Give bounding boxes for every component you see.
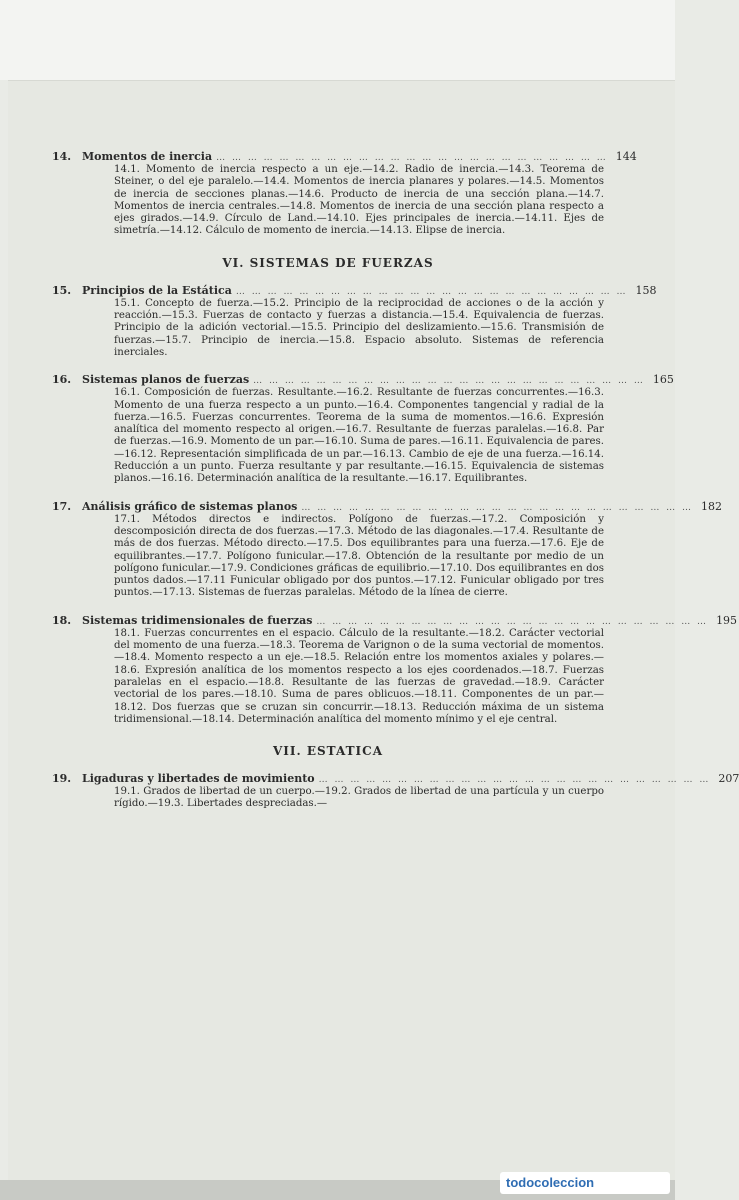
chapter-number: 19.: [52, 772, 72, 786]
chapter-number: 18.: [52, 613, 72, 627]
leader-dots: … … … … … … … … … … … … … … … … … … … … … … … … …: [235, 286, 628, 297]
chapter-heading: [52, 373, 674, 387]
section-heading: VII. ESTATICA: [272, 744, 384, 759]
chapter-subtopics: 19.1. Grados de libertad de un cuerpo.—19.2. Grados de libertad de una partícula y un cuerpo rígido.—19.3. Libertades despreciadas.—: [114, 786, 604, 810]
chapter-number: 16.: [52, 373, 72, 387]
chapter-number: 14.: [52, 150, 72, 163]
watermark-logo: todocoleccion: [500, 1172, 670, 1194]
chapter-page-number: 182: [701, 499, 723, 513]
chapter-title: Sistemas tridimensionales de fuerzas: [82, 613, 313, 627]
chapter-subtopics: 18.1. Fuerzas concurrentes en el espacio. Cálculo de la resultante.—18.2. Carácter vectorial del momento de una fuerza.—18.3. Teorema de Varignon o de la suma vectorial de momentos.—18.4. Momento respecto a un eje.—18.5. Relación entre los momentos axiales y polares.—18.6. Expresión analítica de los momentos respecto a los ejes coordenados.—18.7. Fuerzas paralelas en el espacio.—18.8. Resultante de las fuerzas de gravedad.—18.9. Carácter vectorial de los pares.—18.10. Suma de pares oblicuos.—18.11. Componentes de un par.—18.12. Dos fuerzas que se cruzan sin concurrir.—18.13. Reducción máxima de un sistema tridimensional.—18.14. Determinación analítica del momento mínimo y el eje central.: [114, 627, 604, 725]
chapter-19: [52, 772, 739, 811]
chapter-page-number: 158: [635, 283, 657, 297]
leader-dots: … … … … … … … … … … … … … … … … … … … … … … … … …: [216, 153, 608, 163]
table-of-contents: [52, 150, 739, 825]
chapter-18: [52, 613, 738, 726]
chapter-14: [52, 150, 637, 238]
chapter-heading: [52, 499, 723, 513]
chapter-title: Ligaduras y libertades de movimiento: [82, 772, 315, 786]
leader-dots: … … … … … … … … … … … … … … … … … … … … … … … … …: [318, 775, 711, 786]
chapter-heading: [52, 772, 739, 786]
chapter-subtopics: 15.1. Concepto de fuerza.—15.2. Principio de la reciprocidad de acciones o de la acción y reacción.—15.3. Fuerzas de contacto y fuerzas a distancia.—15.4. Equivalencia de fuerzas. Principio de la adición vectorial.—15.5. Principio del deslizamiento.—15.6. Transmisión de fuerzas.—15.7. Principio de inercia.—15.8. Espacio absoluto. Sistemas de referencia inerciales.: [114, 297, 604, 358]
chapter-page-number: 195: [716, 613, 738, 627]
chapter-16: [52, 373, 674, 485]
chapter-title: Sistemas planos de fuerzas: [82, 373, 250, 387]
chapter-subtopics: 16.1. Composición de fuerzas. Resultante.—16.2. Resultante de fuerzas concurrentes.—16.3. Momento de una fuerza respecto a un punto.—16.4. Componentes tangencial y radial de la fuerza.—16.5. Fuerzas concurrentes. Teorema de la suma de momentos.—16.6. Expresión analítica del momento respecto al origen.—16.7. Resultante de fuerzas paralelas.—16.8. Par de fuerzas.—16.9. Momento de un par.—16.10. Suma de pares.—16.11. Equivalencia de pares.—16.12. Representación simplificada de un par.—16.13. Cambio de eje de una fuerza.—16.14. Reducción a un punto. Fuerza resultante y par resultante.—16.15. Equivalencia de sistemas planos.—16.16. Determinación analítica de la resultante.—16.17. Equilibrantes.: [114, 387, 604, 485]
chapter-17: [52, 499, 723, 600]
chapter-heading: [52, 150, 637, 163]
chapter-heading: [52, 613, 738, 627]
chapter-subtopics: 17.1. Métodos directos e indirectos. Polígono de fuerzas.—17.2. Composición y descomposición directa de dos fuerzas.—17.3. Método de las diagonales.—17.4. Resultante de más de dos fuerzas. Método directo.—17.5. Dos equilibrantes para una fuerza.—17.6. Eje de equilibrantes.—17.7. Polígono funicular.—17.8. Obtención de la resultante por medio de un polígono funicular.—17.9. Condiciones gráficas de equilibrio.—17.10. Dos equilibrantes en dos puntos dados.—17.11 Funicular obligado por dos puntos.—17.12. Funicular obligado por tres puntos.—17.13. Sistemas de fuerzas paralelas. Método de la línea de cierre.: [114, 513, 604, 599]
chapter-page-number: 165: [652, 373, 674, 387]
chapter-15: [52, 283, 657, 359]
chapter-heading: [52, 283, 657, 297]
chapter-number: 15.: [52, 283, 72, 297]
chapter-page-number: 144: [615, 150, 637, 163]
chapter-title: Análisis gráfico de sistemas planos: [82, 499, 298, 513]
chapter-title: Principios de la Estática: [82, 283, 232, 297]
chapter-title: Momentos de inercia: [82, 150, 213, 163]
background-top: [0, 0, 675, 80]
chapter-page-number: 207: [718, 772, 739, 786]
section-heading: VI. SISTEMAS DE FUERZAS: [222, 255, 434, 270]
chapter-subtopics: 14.1. Momento de inercia respecto a un eje.—14.2. Radio de inercia.—14.3. Teorema de Steiner, o del eje paralelo.—14.4. Momentos de inercia planares y polares.—14.5. Momentos de inercia de secciones planas.—14.6. Producto de inercia de una sección plana.—14.7. Momentos de inercia centrales.—14.8. Momentos de inercia de una sección plana respecto a ejes girados.—14.9. Círculo de Land.—14.10. Ejes principales de inercia.—14.11. Ejes de simetría.—14.12. Cálculo de momento de inercia.—14.13. Elipse de inercia.: [114, 164, 604, 237]
leader-dots: … … … … … … … … … … … … … … … … … … … … … … … … …: [301, 502, 694, 513]
leader-dots: … … … … … … … … … … … … … … … … … … … … … … … … …: [253, 376, 645, 387]
chapter-number: 17.: [52, 499, 72, 513]
leader-dots: … … … … … … … … … … … … … … … … … … … … … … … … …: [316, 616, 709, 627]
